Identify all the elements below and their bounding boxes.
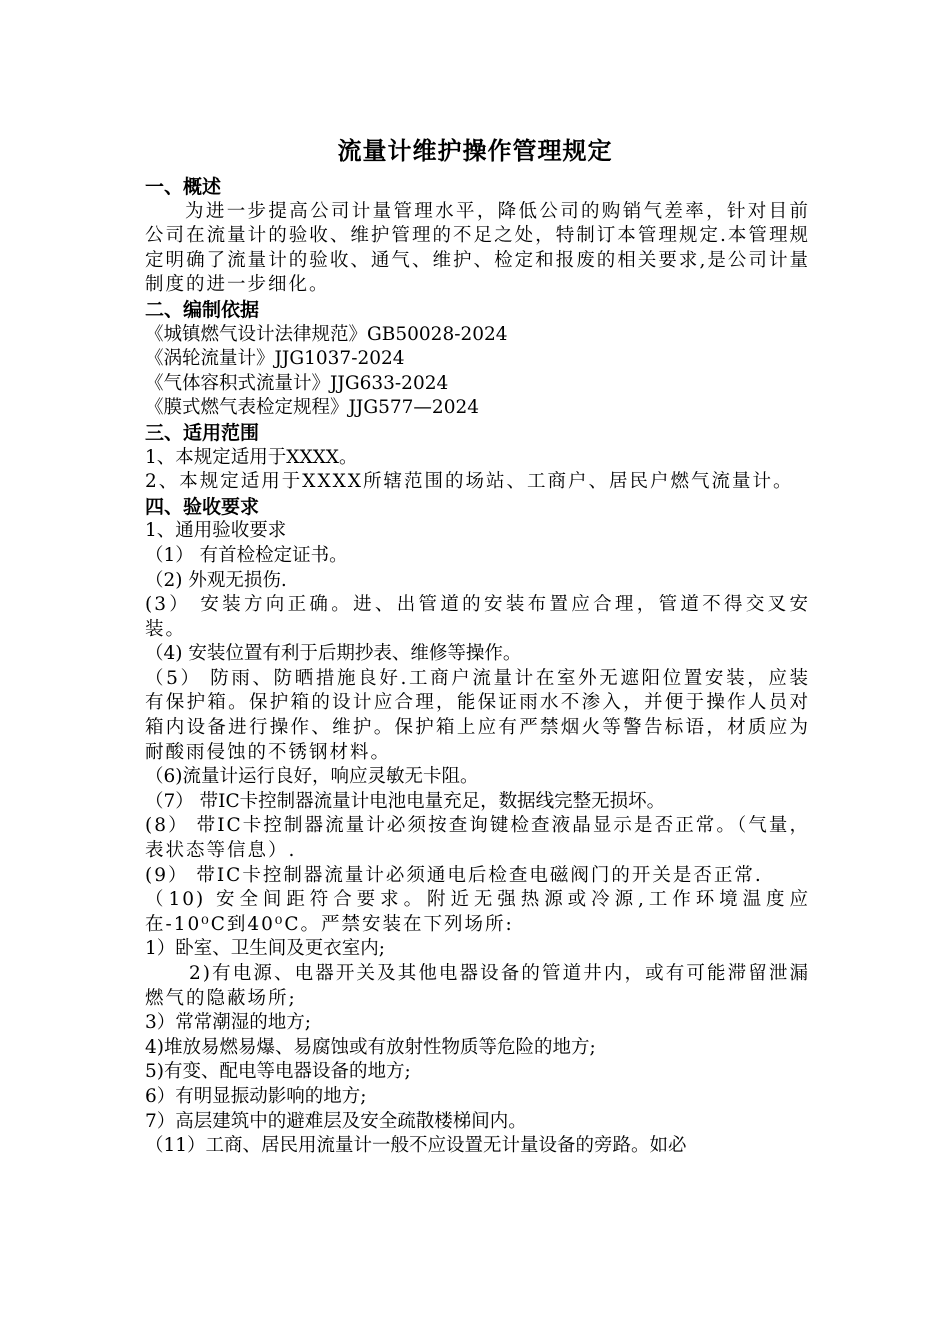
scope-item: 2、本规定适用于XXXX所辖范围的场站、工商户、居民户燃气流量计。 bbox=[145, 471, 794, 493]
acceptance-item: （7） 带IC卡控制器流量计电池电量充足，数据线完整无损坏。 bbox=[145, 790, 666, 812]
forbidden-place-item: 6）有明显振动影响的地方; bbox=[145, 1085, 367, 1107]
forbidden-place-item: 1）卧室、卫生间及更衣室内; bbox=[145, 938, 386, 960]
section-heading-basis: 二、编制依据 bbox=[145, 298, 260, 321]
forbidden-place-item: 3）常常潮湿的地方; bbox=[145, 1012, 312, 1034]
section-heading-scope: 三、适用范围 bbox=[145, 421, 260, 444]
scope-item: 1、本规定适用于XXXX。 bbox=[145, 446, 358, 468]
basis-item: 《城镇燃气设计法律规范》GB50028-2024 bbox=[145, 323, 508, 345]
acceptance-item: （4) 安装位置有利于后期抄表、维修等操作。 bbox=[145, 643, 522, 665]
acceptance-item: （1） 有首检检定证书。 bbox=[145, 544, 348, 566]
acceptance-item: (8） 带IC卡控制器流量计必须按查询键检查液晶显示是否正常。（气量，表状态等信息）. bbox=[145, 815, 810, 862]
acceptance-item: (3） 安装方向正确。进、出管道的安装布置应合理，管道不得交叉安装。 bbox=[145, 594, 810, 640]
overview-paragraph: 为进一步提高公司计量管理水平，降低公司的购销气差率，针对目前公司在流量计的验收、维护管理的不足之处，特制订本管理规定.本管理规定明确了流量计的验收、通气、维护、检定和报废的相关要求,是公司计量制度的进一步细化。 bbox=[145, 200, 810, 296]
basis-item: 《气体容积式流量计》JJG633-2024 bbox=[145, 372, 449, 394]
acceptance-item: （6)流量计运行良好，响应灵敏无卡阻。 bbox=[145, 766, 479, 788]
forbidden-place-item: 5)有变、配电等电器设备的地方; bbox=[145, 1061, 411, 1083]
acceptance-item: （5） 防雨、防晒措施良好.工商户流量计在室外无遮阳位置安装，应装有保护箱。保护箱的设计应合理，能保证雨水不渗入，并便于操作人员对箱内设备进行操作、维护。保护箱上应有严禁烟火等警告标语，材质应为耐酸雨侵蚀的不锈钢材料。 bbox=[145, 667, 810, 763]
document-body bbox=[145, 175, 810, 1159]
acceptance-item: （10) 安全间距符合要求。附近无强热源或冷源,工作环境温度应在-10⁰C到40⁰C。严禁安装在下列场所: bbox=[145, 889, 810, 935]
forbidden-place-item: 4)堆放易燃易爆、易腐蚀或有放射性物质等危险的地方; bbox=[145, 1036, 596, 1058]
section-heading-overview: 一、概述 bbox=[145, 176, 222, 198]
document-title: 流量计维护操作管理规定 bbox=[337, 136, 613, 165]
acceptance-item: （2) 外观无损伤. bbox=[145, 569, 287, 591]
basis-item: 《膜式燃气表检定规程》JJG577—2024 bbox=[145, 397, 480, 419]
acceptance-item: (9） 带IC卡控制器流量计必须通电后检查电磁阀门的开关是否正常. bbox=[145, 864, 763, 886]
acceptance-subheading: 1、通用验收要求 bbox=[145, 520, 287, 542]
acceptance-item: （11）工商、居民用流量计一般不应设置无计量设备的旁路。如必 bbox=[145, 1135, 687, 1157]
section-heading-acceptance: 四、验收要求 bbox=[145, 495, 260, 518]
basis-item: 《涡轮流量计》JJG1037-2024 bbox=[145, 348, 405, 370]
forbidden-place-item: 2)有电源、电器开关及其他电器设备的管道井内，或有可能滞留泄漏燃气的隐蔽场所; bbox=[145, 963, 810, 1009]
forbidden-place-item: 7）高层建筑中的避难层及安全疏散楼梯间内。 bbox=[145, 1110, 527, 1132]
